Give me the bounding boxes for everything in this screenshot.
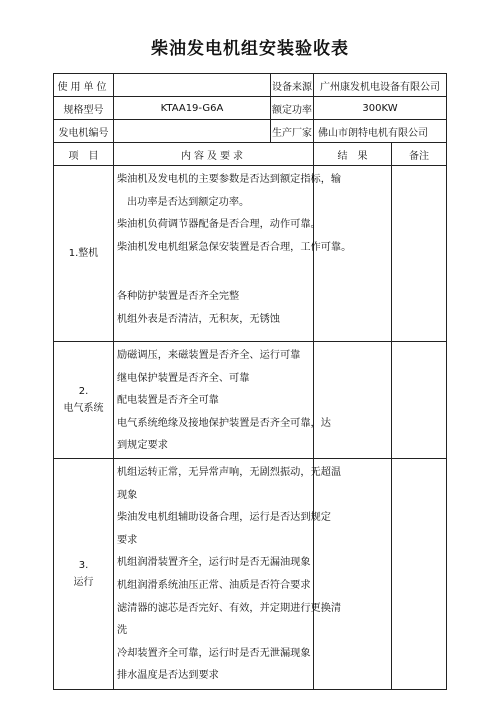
model-label: 规格型号 xyxy=(54,97,114,120)
generator-row xyxy=(54,120,447,143)
blank-gap xyxy=(117,259,309,286)
section-number: 2. xyxy=(78,386,89,397)
source-label: 设备来源 xyxy=(271,74,314,97)
requirement-line: 电气系统绝缘及接地保护装置是否齐全可靠，达 xyxy=(117,417,331,429)
requirement-line: 排水温度是否达到要求 xyxy=(117,670,219,682)
requirement-line: 励磁调压，来磁装置是否齐全、运行可靠 xyxy=(117,350,301,361)
col-content-header: 内容及要求 xyxy=(114,143,314,166)
source-value: 广州康发机电设备有限公司 xyxy=(314,74,447,97)
section-name: 运行 xyxy=(73,577,94,588)
power-value: 300KW xyxy=(314,97,447,120)
col-item-header: 项 目 xyxy=(54,143,114,166)
requirement-line: 洗 xyxy=(117,625,128,637)
user-unit-value xyxy=(114,74,271,97)
section-item-3 xyxy=(54,459,114,690)
section-content-2 xyxy=(114,342,331,459)
gen-no-label: 发电机编号 xyxy=(54,120,114,143)
result-cell-3 xyxy=(314,459,392,690)
requirement-line: 到规定要求 xyxy=(117,440,168,452)
section-row-2 xyxy=(54,342,447,459)
requirement-line: 柴油机及发电机的主要参数是否达到额定指标，输 xyxy=(117,174,342,185)
section-row-3 xyxy=(54,459,447,690)
requirement-line: 各种防护装置是否齐全完整 xyxy=(117,291,240,303)
col-remark-header: 备注 xyxy=(392,143,447,166)
column-header-row xyxy=(54,143,447,166)
requirement-line: 柴油机发电机组紧急保安装置是否合理，工作可靠。 xyxy=(117,241,352,253)
acceptance-form-table xyxy=(53,73,447,690)
result-cell-1 xyxy=(314,166,392,342)
section-number: 1. xyxy=(68,248,79,259)
requirement-line: 机组运转正常，无异常声响，无剧烈振动，无超温 xyxy=(117,467,342,478)
remark-cell-2 xyxy=(392,342,447,459)
requirement-line: 机组润滑装置齐全，运行时是否无漏油现象 xyxy=(117,557,311,569)
requirement-line: 配电装置是否齐全可靠 xyxy=(117,395,219,407)
section-content-3 xyxy=(114,459,342,690)
requirement-line: 柴油机负荷调节器配备是否合理，动作可靠。 xyxy=(117,219,321,231)
requirement-line: 现象 xyxy=(117,489,138,501)
power-label: 额定功率 xyxy=(271,97,314,120)
section-item-2 xyxy=(54,342,114,459)
requirement-line: 柴油发电机组辅助设备合理，运行是否达到规定 xyxy=(117,512,331,524)
maker-value: 佛山市朗特电机有限公司 xyxy=(314,120,447,143)
requirement-line: 机组润滑系统油压正常、油质是否符合要求 xyxy=(117,579,311,591)
requirement-line: 冷却装置齐全可靠，运行时是否无泄漏现象 xyxy=(117,647,311,659)
model-value: KTAA19-G6A xyxy=(114,97,271,120)
maker-label: 生产厂家 xyxy=(271,120,314,143)
model-row xyxy=(54,97,447,120)
remark-cell-1 xyxy=(392,166,447,342)
section-name: 电气系统 xyxy=(63,403,104,414)
section-content-1 xyxy=(114,166,352,342)
requirement-line: 继电保护装置是否齐全、可靠 xyxy=(117,372,250,384)
section-row-1 xyxy=(54,166,447,342)
remark-cell-3 xyxy=(392,459,447,690)
section-item-1 xyxy=(54,166,114,342)
section-number: 3. xyxy=(78,560,89,571)
requirement-line: 滤清器的滤芯是否完好、有效，并定期进行更换清 xyxy=(117,602,342,614)
requirement-line: 出功率是否达到额定功率。 xyxy=(127,196,250,208)
page-title: 柴油发电机组安装验收表 xyxy=(151,39,349,59)
requirement-line: 机组外表是否清洁，无积灰，无锈蚀 xyxy=(117,313,280,325)
result-cell-2 xyxy=(314,342,392,459)
user-unit-label: 使用单位 xyxy=(54,74,114,97)
requirement-line: 要求 xyxy=(117,534,138,546)
gen-no-value xyxy=(114,120,271,143)
user-unit-row xyxy=(54,74,447,97)
section-name: 整机 xyxy=(78,248,99,259)
col-result-header: 结 果 xyxy=(314,143,392,166)
